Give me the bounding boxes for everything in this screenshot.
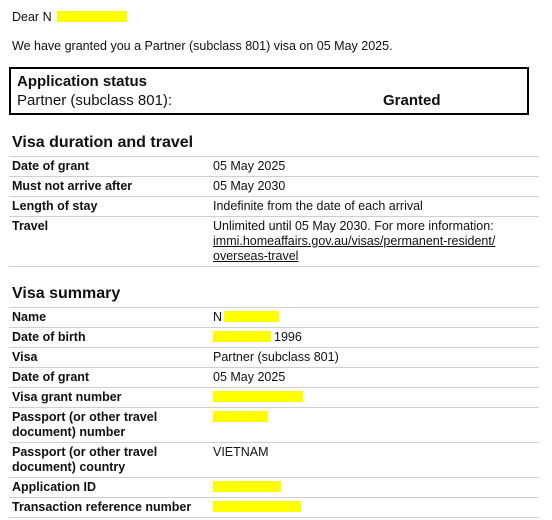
redacted-trn	[213, 501, 301, 512]
table-row	[9, 308, 539, 328]
trn-label: Transaction reference number	[9, 498, 206, 518]
passport-number-value	[206, 408, 539, 443]
summary-title: Visa summary	[12, 285, 121, 302]
application-id-value	[206, 478, 539, 498]
summary-table	[9, 307, 539, 518]
redacted-passport-number	[213, 411, 268, 422]
salutation-text: Dear N	[12, 10, 52, 24]
dob-label: Date of birth	[9, 328, 206, 348]
table-row	[9, 197, 539, 217]
status-label: Partner (subclass 801):	[17, 92, 173, 109]
table-row	[9, 388, 539, 408]
duration-title: Visa duration and travel	[12, 134, 194, 151]
grant-date-value: 05 May 2025	[206, 368, 539, 388]
name-label: Name	[9, 308, 206, 328]
redacted-name	[224, 311, 279, 322]
passport-country-label-line-1: Passport (or other travel	[12, 445, 158, 459]
table-row	[9, 217, 539, 267]
name-initial: N	[213, 310, 223, 324]
passport-number-label	[9, 408, 206, 443]
row-value: 05 May 2030	[206, 177, 539, 197]
passport-number-label-line-1: Passport (or other travel	[12, 410, 158, 424]
duration-table	[9, 156, 539, 267]
table-row	[9, 328, 539, 348]
row-label: Must not arrive after	[9, 177, 206, 197]
name-value	[206, 308, 539, 328]
status-value: Granted	[383, 92, 441, 109]
row-value: Indefinite from the date of each arrival	[206, 197, 539, 217]
redacted-grant-number	[213, 391, 303, 402]
trn-value	[206, 498, 539, 518]
travel-link-line-1[interactable]: immi.homeaffairs.gov.au/visas/permanent-resident/	[213, 234, 496, 248]
status-row	[17, 91, 521, 110]
row-label: Date of grant	[9, 157, 206, 177]
salutation	[12, 10, 127, 24]
application-status-box	[9, 67, 529, 115]
passport-number-label-line-2: document) number	[12, 425, 126, 439]
table-row	[9, 478, 539, 498]
row-value: 05 May 2025	[206, 157, 539, 177]
application-id-label: Application ID	[9, 478, 206, 498]
travel-value	[206, 217, 539, 267]
travel-text: Unlimited until 05 May 2030. For more information:	[213, 219, 494, 233]
row-label: Length of stay	[9, 197, 206, 217]
visa-label: Visa	[9, 348, 206, 368]
grant-date-label: Date of grant	[9, 368, 206, 388]
grant-number-value	[206, 388, 539, 408]
travel-label: Travel	[9, 217, 206, 267]
table-row	[9, 157, 539, 177]
passport-country-label-line-2: document) country	[12, 460, 126, 474]
passport-country-value: VIETNAM	[206, 443, 539, 478]
table-row	[9, 368, 539, 388]
table-row	[9, 408, 539, 443]
travel-link-line-2[interactable]: overseas-travel	[213, 249, 299, 263]
dob-value	[206, 328, 539, 348]
status-heading: Application status	[17, 73, 148, 90]
table-row	[9, 498, 539, 518]
dob-year: 1996	[274, 330, 302, 344]
redacted-name	[57, 11, 127, 22]
passport-country-label	[9, 443, 206, 478]
redacted-application-id	[213, 481, 281, 492]
table-row	[9, 177, 539, 197]
table-row	[9, 443, 539, 478]
table-row	[9, 348, 539, 368]
grant-number-label: Visa grant number	[9, 388, 206, 408]
intro-text: We have granted you a Partner (subclass 801) visa on 05 May 2025.	[12, 39, 393, 53]
redacted-dob	[213, 331, 271, 342]
visa-value: Partner (subclass 801)	[206, 348, 539, 368]
